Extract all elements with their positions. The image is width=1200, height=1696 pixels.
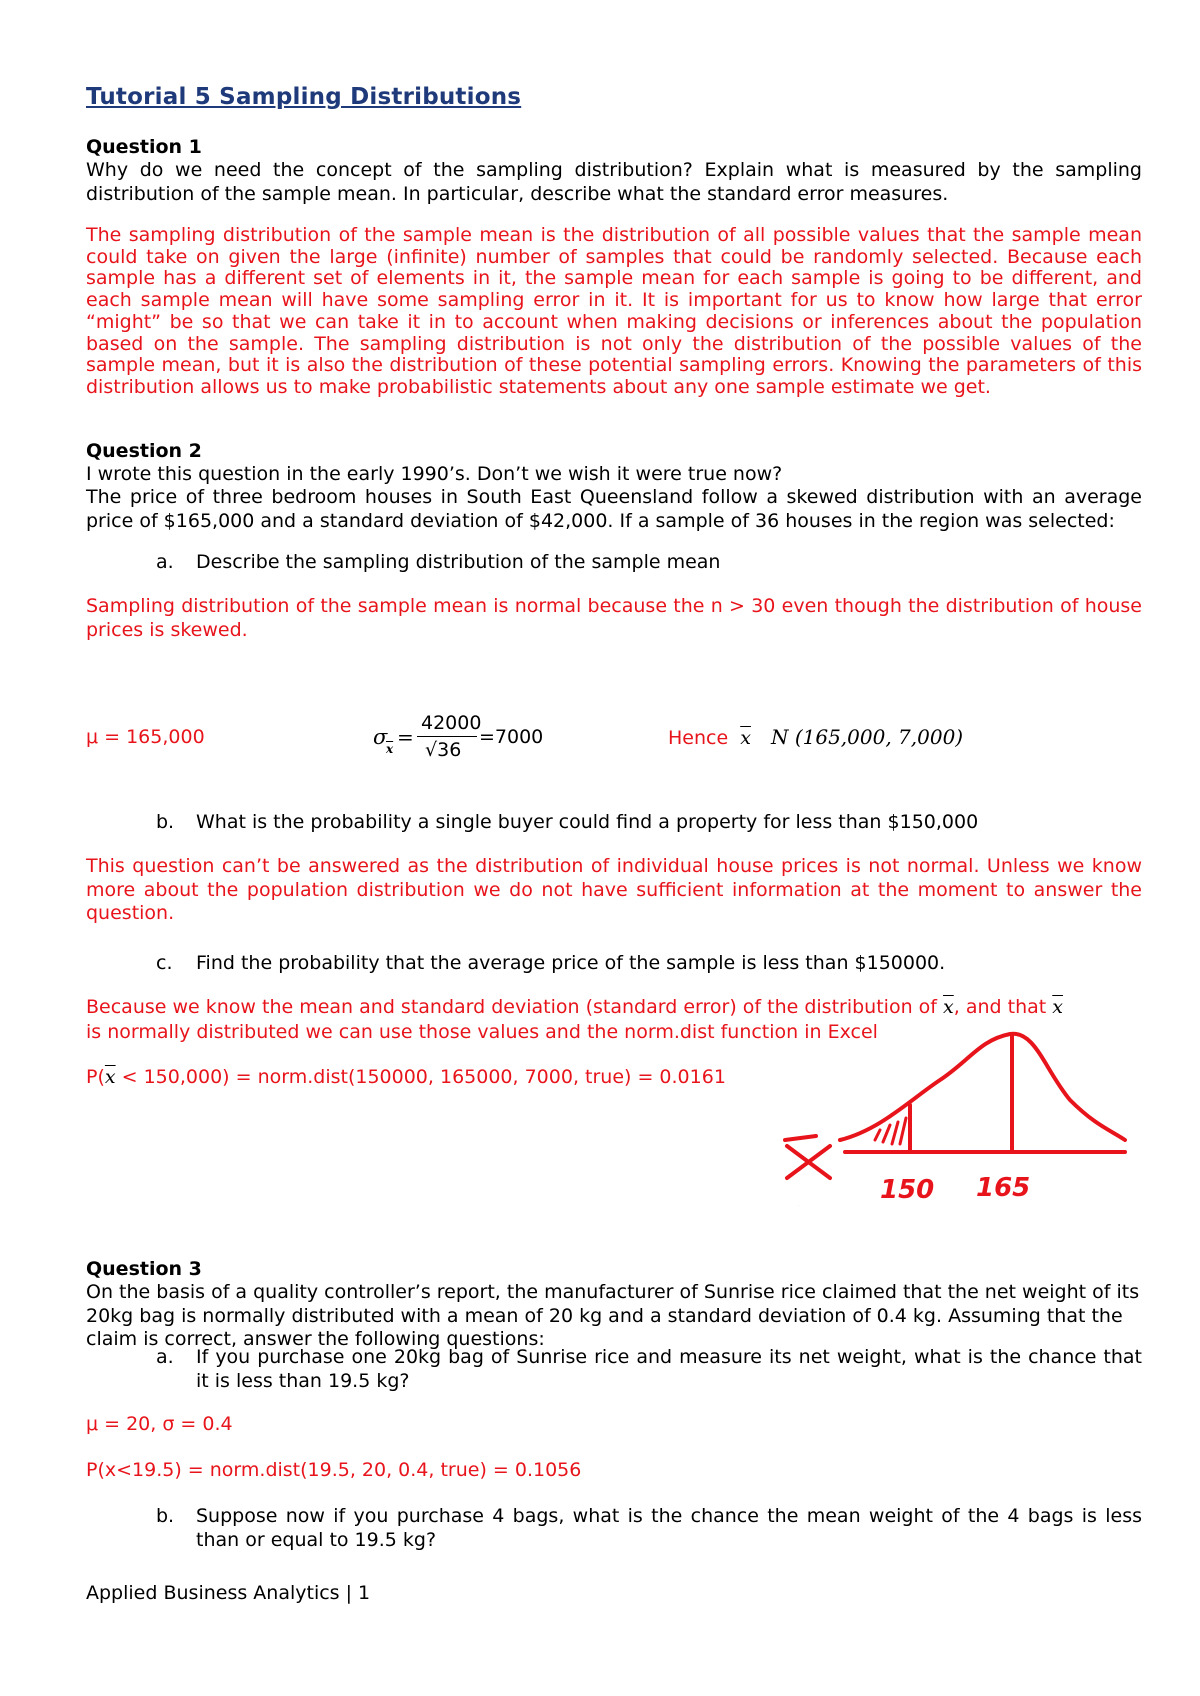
page-title: Tutorial 5 Sampling Distributions xyxy=(86,84,522,110)
q2-part-c-probability: $P(\overline{x} < 150,000)$ = norm.dist(150000, 165000, 7000, true) = 0.0161 xyxy=(86,1066,726,1088)
question-1-heading: Question 1 xyxy=(86,136,202,158)
q2-part-c-text: Find the probability that the average price of the sample is less than $150000. xyxy=(196,952,946,974)
q2-part-b-answer: This question can’t be answered as the distribution of individual house prices is not normal. Unless we know more about the population distribution we do not have sufficient information at the moment to answer the question. xyxy=(86,855,1142,924)
equals-sign: = xyxy=(397,725,414,749)
q2-part-c-label: c. xyxy=(156,952,173,974)
q3-part-a-answer: P(x<19.5) = norm.dist(19.5, 20, 0.4, true) = 0.1056 xyxy=(86,1459,582,1481)
question-2-intro: I wrote this question in the early 1990’s. Don’t we wish it were true now? xyxy=(86,463,783,485)
q3-part-b-label: b. xyxy=(156,1505,175,1527)
fraction-bar xyxy=(417,736,477,737)
q2-part-a-text: Describe the sampling distribution of the sample mean xyxy=(196,551,721,573)
sketch-tick-165: 165 xyxy=(976,1173,1031,1203)
page-footer: Applied Business Analytics | 1 xyxy=(86,1582,371,1604)
curve-path xyxy=(840,1034,1125,1140)
q2-standard-error-formula xyxy=(373,712,573,772)
q2-mu-value: μ = 165,000 xyxy=(86,726,205,748)
question-3-heading: Question 3 xyxy=(86,1258,202,1280)
q2-part-b-label: b. xyxy=(156,811,175,833)
question-2-prompt: The price of three bedroom houses in South East Queensland follow a skewed distribution with an average price of $165,000 and a standard deviation of $42,000. If a sample of 36 houses in the region was selected: xyxy=(86,486,1142,532)
sketch-tick-150: 150 xyxy=(880,1175,935,1205)
q2-hence-statement: Hence $\overline{x}$ N (165,000, 7,000) xyxy=(668,725,964,749)
q3-parameters: μ = 20, σ = 0.4 xyxy=(86,1413,233,1435)
fraction-denominator: √36 xyxy=(425,739,462,761)
question-1-answer: The sampling distribution of the sample mean is the distribution of all possible values that the sample mean could take on given the large (infinite) number of samples that could be randomly selected. Because each sample has a different set of elements in it, the sample mean for each sample is going to be different, and each sample mean will have some sampling error in it. It is important for us to know how large that error “might” be so that we can take it in to account when making decisions or inferences about the population based on the sample. The sampling distribution is not only the distribution of the possible values of the sample mean, but it is also the distribution of these potential sampling errors. Knowing the parameters of this distribution allows us to make probabilistic statements about any one sample estimate we get. xyxy=(86,224,1142,398)
q3-part-b-text: Suppose now if you purchase 4 bags, what is the chance the mean weight of the 4 bags is less than or equal to 19.5 kg? xyxy=(196,1505,1142,1551)
sigma-symbol: σ xyxy=(373,725,388,749)
q3-part-a-label: a. xyxy=(156,1346,174,1368)
sigma-subscript: $\overline{x}$ xyxy=(386,742,394,756)
q2-part-b-text: What is the probability a single buyer could find a property for less than $150,000 xyxy=(196,811,979,833)
x-bar-mark xyxy=(785,1136,830,1178)
hand-drawn-normal-curve xyxy=(780,1030,1140,1210)
q2-part-c-answer-line1: Because we know the mean and standard deviation (standard error) of the distribution of $\overline{x}$, and that $\overline{x}$ xyxy=(86,996,1063,1018)
fraction-numerator: 42000 xyxy=(421,712,482,734)
q2-part-a-answer: Sampling distribution of the sample mean is normal because the n > 30 even though the distribution of house prices is skewed. xyxy=(86,595,1142,641)
q2-part-a-label: a. xyxy=(156,551,174,573)
question-1-prompt: Why do we need the concept of the sampling distribution? Explain what is measured by the sampling distribution of the sample mean. In particular, describe what the standard error measures. xyxy=(86,159,1142,205)
q3-part-a-text: If you purchase one 20kg bag of Sunrise rice and measure its net weight, what is the chance that it is less than 19.5 kg? xyxy=(196,1346,1142,1392)
standard-error-result: =7000 xyxy=(479,726,544,748)
question-3-prompt: On the basis of a quality controller’s report, the manufacturer of Sunrise rice claimed that the net weight of its 20kg bag is normally distributed with a mean of 20 kg and a standard deviation of 0.4 kg. Assuming that the claim is correct, answer the following questions: xyxy=(86,1281,1140,1350)
question-2-heading: Question 2 xyxy=(86,440,202,462)
sketch-x-label: X xyxy=(798,1206,799,1207)
q2-part-c-answer-line2: is normally distributed we can use those values and the norm.dist function in Excel xyxy=(86,1021,878,1043)
